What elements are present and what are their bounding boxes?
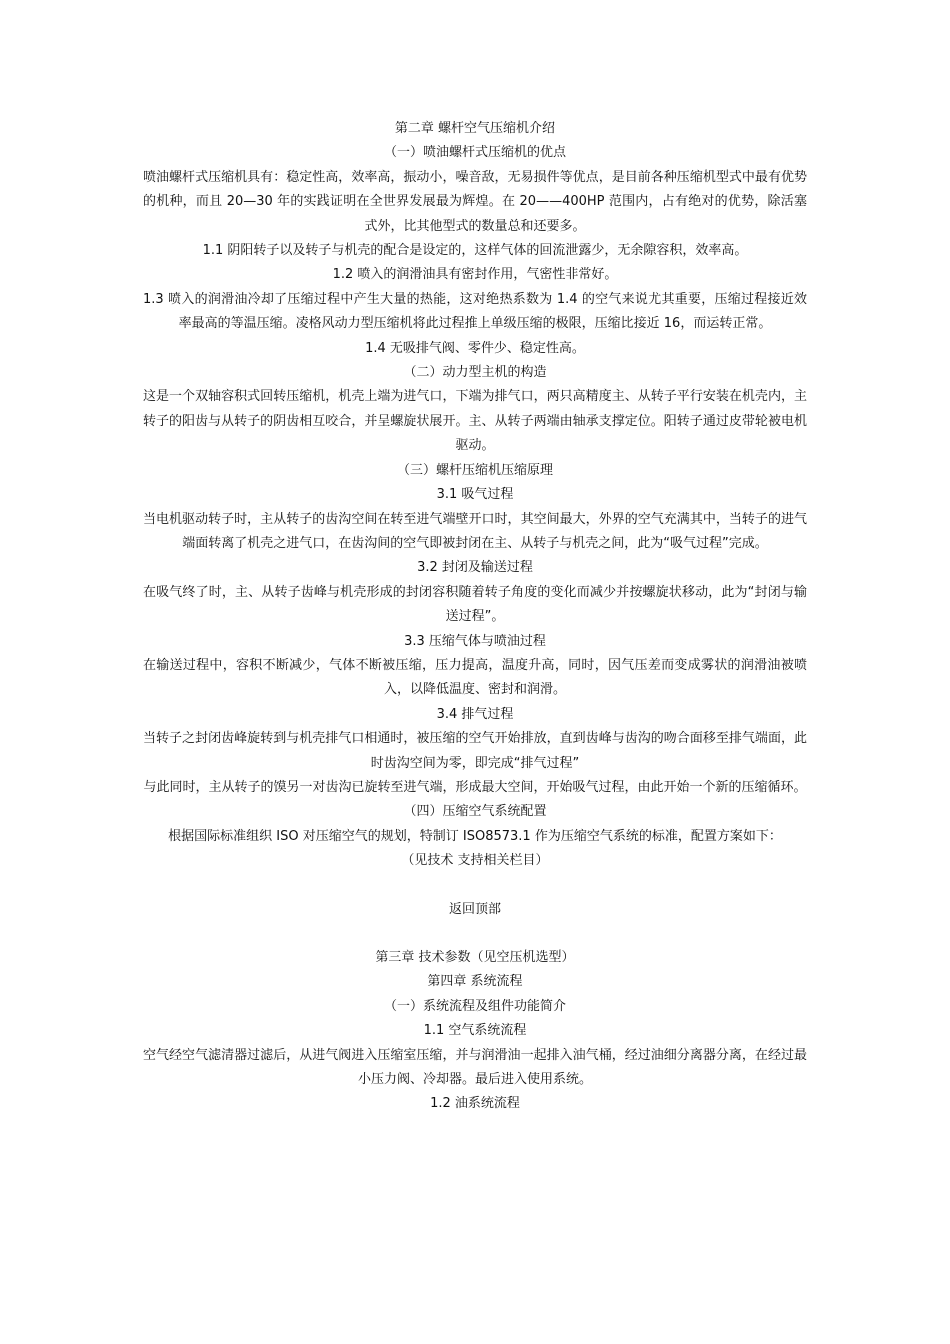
- paragraph: 与此同时，主从转子的馍另一对齿沟已旋转至进气端，形成最大空间，开始吸气过程，由此开始一个新的压缩循环。: [143, 779, 807, 795]
- chapter-4-title: 第四章 系统流程: [427, 974, 523, 990]
- section-heading: （三）螺杆压缩机压缩原理: [396, 462, 553, 478]
- section-heading: （二）动力型主机的构造: [403, 365, 547, 381]
- chapter-2-title: 第二章 螺杆空气压缩机介绍: [394, 121, 556, 136]
- paragraph: 空气经空气滤清器过滤后，从进气阀进入压缩室压缩，并与润滑油一起排入油气桶，经过油细分离器分离，在经过最小压力阀、冷却器。最后进入使用系统。: [143, 1047, 807, 1088]
- paragraph: 喷油螺杆式压缩机具有：稳定性高，效率高，振动小，噪音敌，无易损件等优点，是目前各种压缩机型式中最有优势的机种，而且 20—30 年的实践证明在全世界发展最为辉煌。在 20——400HP 范围内，占有绝对的优势，除活塞式外，比其他型式的数量总和还要多。: [143, 169, 807, 234]
- paragraph: 当转子之封闭齿峰旋转到与机壳排气口相通时，被压缩的空气开始排放，直到齿峰与齿沟的吻合面移至排气端面，此时齿沟空间为零，即完成“排气过程”: [143, 731, 807, 771]
- section-heading: （一）喷油螺杆式压缩机的优点: [383, 145, 566, 161]
- paragraph: 这是一个双轴容积式回转压缩机，机壳上端为进气口，下端为排气口，两只高精度主、从转子平行安装在机壳内，主转子的阳齿与从转子的阴齿相互咬合，并呈螺旋状展开。主、从转子两端由轴承支撑定位。阳转子通过皮带轮被电机驱动。: [143, 389, 807, 454]
- subsection-heading: 3.1 吸气过程: [436, 487, 514, 503]
- spacer: [143, 874, 807, 898]
- paragraph: 1.4 无吸排气阀、零件少、稳定性高。: [365, 340, 585, 356]
- paragraph: 在输送过程中，容积不断减少，气体不断被压缩，压力提高，温度升高，同时，因气压差而变成雾状的润滑油被喷入，以降低温度、密封和润滑。: [143, 657, 807, 698]
- chapter-3-title: 第三章 技术参数（见空压机选型）: [375, 950, 575, 965]
- note: （见技术 支持相关栏目）: [401, 853, 549, 869]
- subsection-heading: 3.4 排气过程: [436, 706, 514, 722]
- section-heading: （四）压缩空气系统配置: [403, 804, 547, 820]
- section-heading: （一）系统流程及组件功能简介: [383, 998, 566, 1014]
- subsection-heading: 1.2 油系统流程: [430, 1096, 520, 1112]
- subsection-heading: 3.2 封闭及输送过程: [417, 560, 533, 576]
- back-to-top-link[interactable]: 返回顶部: [448, 901, 501, 917]
- paragraph: 当电机驱动转子时，主从转子的齿沟空间在转至进气端壁开口时，其空间最大，外界的空气充满其中，当转子的进气端面转离了机壳之进气口，在齿沟间的空气即被封闭在主、从转子与机壳之间，此为“吸气过程”完成。: [143, 511, 807, 551]
- paragraph: 根据国际标准组织 ISO 对压缩空气的规划，特制订 ISO8573.1 作为压缩空气系统的标准，配置方案如下：: [168, 828, 782, 844]
- paragraph: 在吸气终了时，主、从转子齿峰与机壳形成的封闭容积随着转子角度的变化而减少并按螺旋状移动，此为“封闭与输送过程”。: [143, 584, 807, 625]
- paragraph: 1.3 喷入的润滑油冷却了压缩过程中产生大量的热能，这对绝热系数为 1.4 的空气来说尤其重要，压缩过程接近效率最高的等温压缩。凌格风动力型压缩机将此过程推上单级压缩的极限，压缩比接近 16，而运转正常。: [143, 291, 807, 332]
- spacer: [143, 922, 807, 946]
- paragraph: 1.2 喷入的润滑油具有密封作用，气密性非常好。: [332, 267, 618, 283]
- subsection-heading: 1.1 空气系统流程: [423, 1023, 527, 1039]
- subsection-heading: 3.3 压缩气体与喷油过程: [404, 633, 546, 649]
- paragraph: 1.1 阴阳转子以及转子与机壳的配合是设定的，这样气体的回流泄露少，无余隙容积，效率高。: [202, 243, 748, 259]
